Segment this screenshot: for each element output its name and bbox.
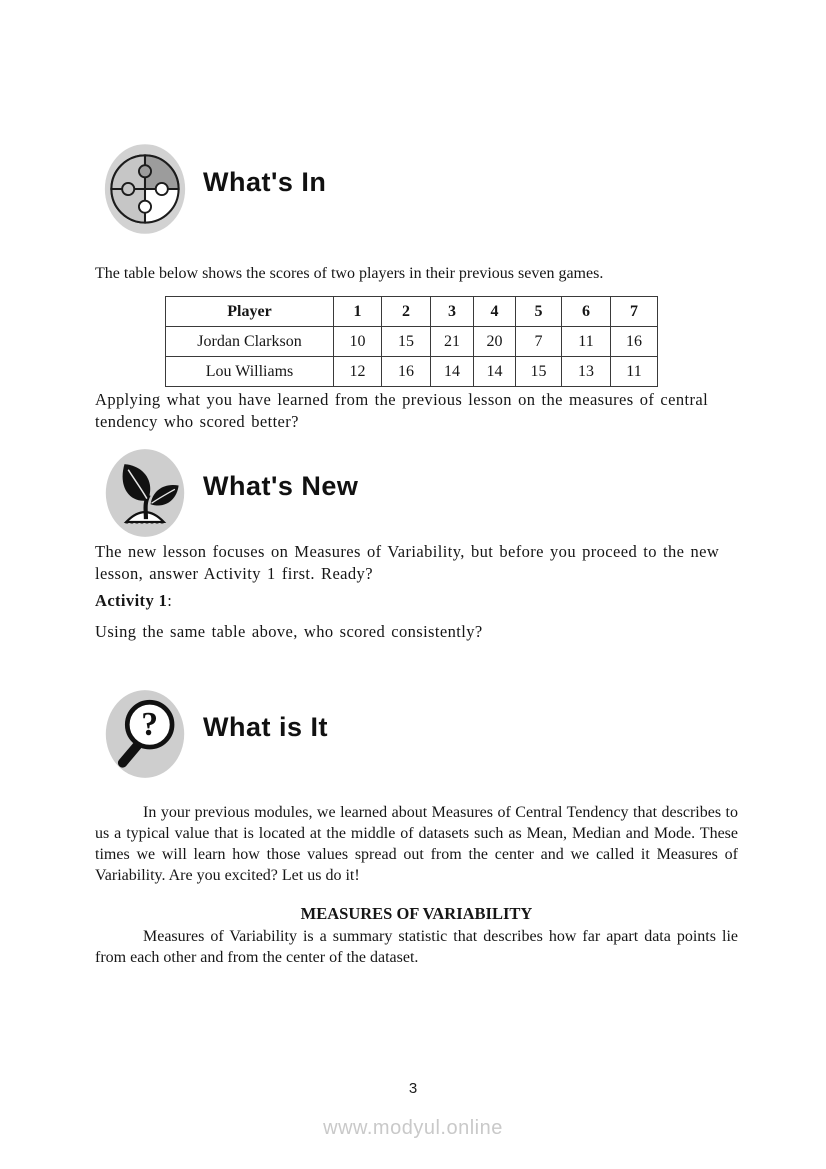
col-header-game-1: 1	[334, 297, 382, 327]
whats-in-question: Applying what you have learned from the previous lesson on the measures of central tendency who scored better?	[95, 390, 709, 431]
score-cell: 10	[334, 327, 382, 357]
col-header-game-4: 4	[474, 297, 516, 327]
section-header-whats-in	[103, 143, 326, 235]
table-row-jordan-clarkson	[166, 327, 658, 357]
player-name-cell: Jordan Clarkson	[166, 327, 334, 357]
activity-heading	[95, 590, 738, 611]
score-cell: 16	[611, 327, 658, 357]
whats-new-intro: The new lesson focuses on Measures of Variability, but before you proceed to the new lesson, answer Activity 1 first. Ready?	[95, 542, 720, 583]
col-header-game-2: 2	[382, 297, 431, 327]
measures-of-variability-heading: MEASURES OF VARIABILITY	[300, 904, 533, 923]
watermark: www.modyul.online	[323, 1117, 503, 1139]
section-header-whats-new	[103, 447, 358, 539]
score-cell: 14	[431, 357, 474, 387]
player-name-cell: Lou Williams	[166, 357, 334, 387]
section-title-what-is-it: What is It	[203, 711, 328, 742]
page-number: 3	[408, 1080, 418, 1097]
puzzle-icon	[103, 143, 187, 235]
whats-in-intro: The table below shows the scores of two players in their previous seven games.	[95, 265, 604, 282]
table-header-row	[166, 297, 658, 327]
section-title-whats-in: What's In	[203, 166, 327, 197]
col-header-game-6: 6	[562, 297, 611, 327]
score-cell: 7	[516, 327, 562, 357]
score-cell: 12	[334, 357, 382, 387]
score-cell: 14	[474, 357, 516, 387]
activity-label: Activity 1	[95, 591, 168, 610]
score-cell: 11	[562, 327, 611, 357]
score-cell: 21	[431, 327, 474, 357]
section-title-whats-new: What's New	[203, 470, 359, 501]
score-cell: 15	[516, 357, 562, 387]
col-header-game-7: 7	[611, 297, 658, 327]
table-row-lou-williams	[166, 357, 658, 387]
col-header-player: Player	[166, 297, 334, 327]
scores-table-wrap	[165, 296, 658, 387]
score-cell: 11	[611, 357, 658, 387]
what-is-it-paragraph: In your previous modules, we learned about Measures of Central Tendency that describes to us a typical value that is located at the middle of datasets such as Mean, Median and Mode. These times we will learn how those values spread out from the center and we called it Measures of Variability. Are you excited? Let us do it!	[95, 804, 738, 884]
col-header-game-5: 5	[516, 297, 562, 327]
score-cell: 16	[382, 357, 431, 387]
scores-table	[165, 296, 658, 387]
score-cell: 20	[474, 327, 516, 357]
variability-definition: Measures of Variability is a summary statistic that describes how far apart data points lie from each other and from the center of the dataset.	[95, 928, 738, 966]
score-cell: 13	[562, 357, 611, 387]
activity-colon: :	[167, 591, 173, 610]
svg-text:?: ?	[141, 705, 159, 743]
col-header-game-3: 3	[431, 297, 474, 327]
section-header-what-is-it	[103, 688, 328, 780]
seedling-icon	[103, 447, 187, 539]
activity-question: Using the same table above, who scored consistently?	[95, 622, 483, 641]
magnifier-question-icon	[103, 688, 187, 780]
score-cell: 15	[382, 327, 431, 357]
